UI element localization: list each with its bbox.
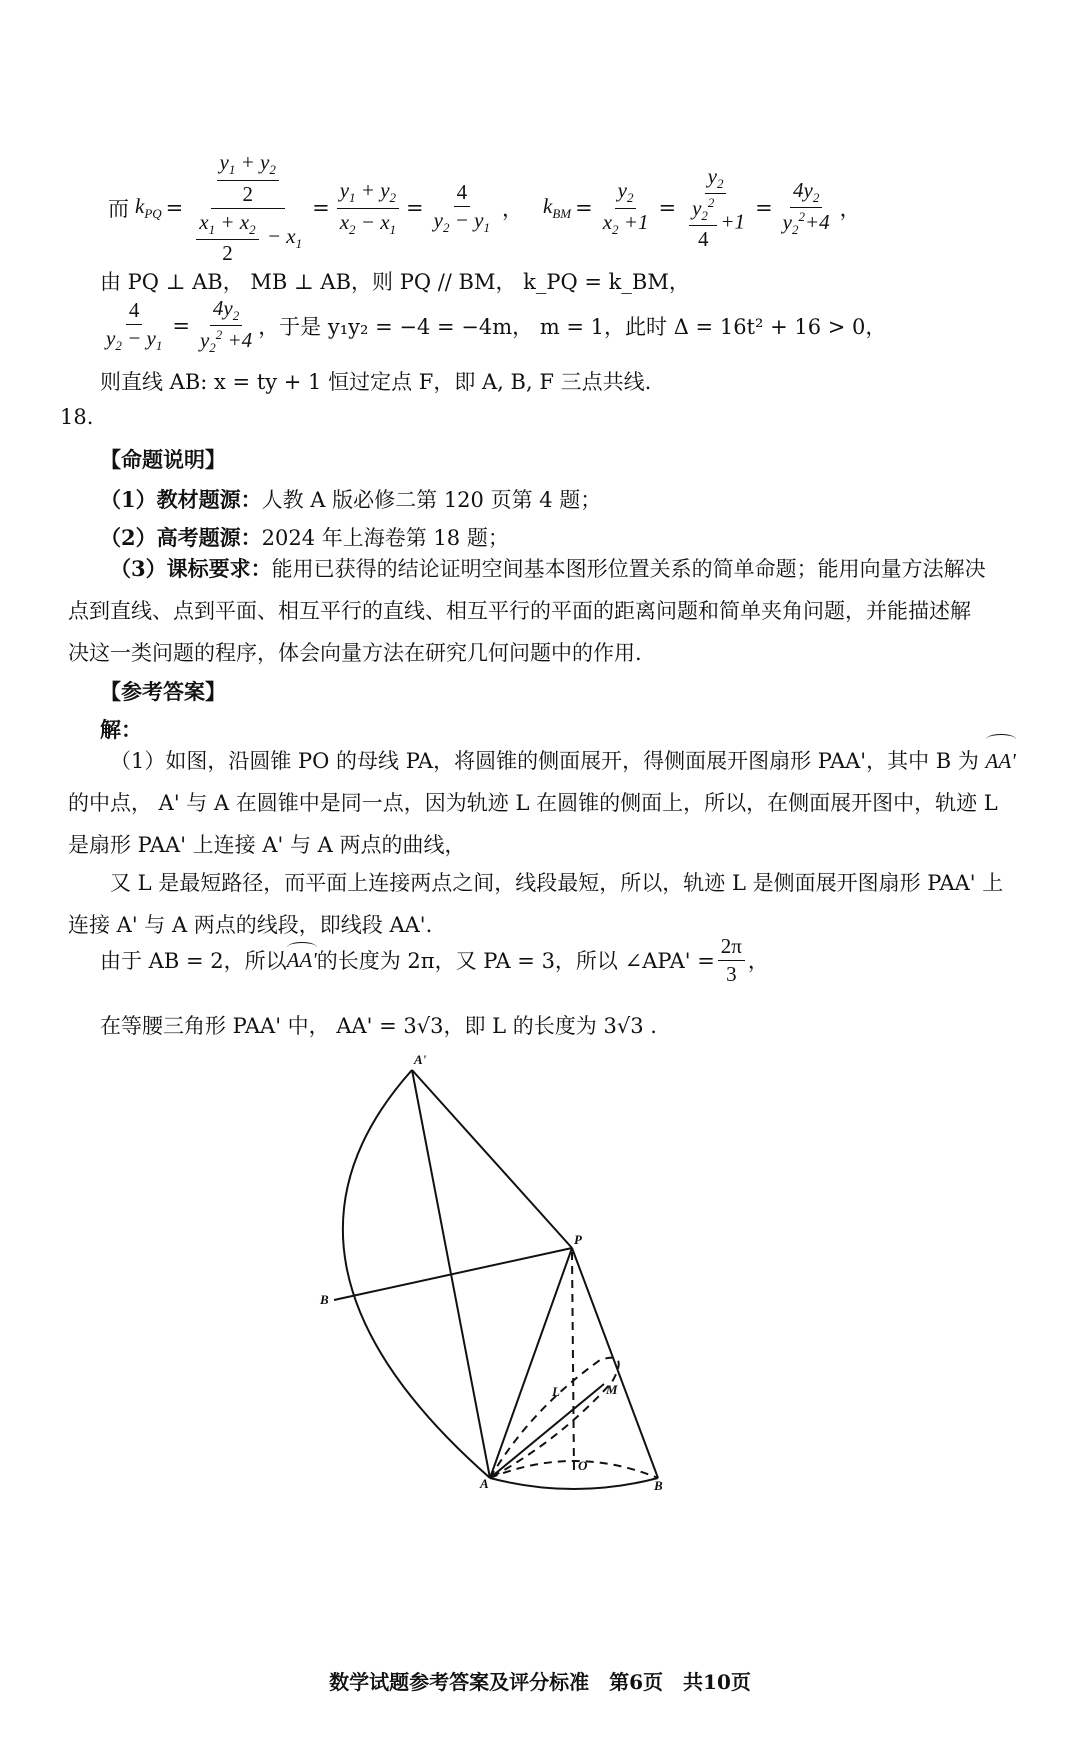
label-A-prime: A' [414, 1052, 427, 1067]
segment-PB [334, 1248, 572, 1300]
note-2: （2）高考题源：2024 年上海卷第 18 题； [100, 525, 509, 550]
solution-label: 解： [100, 717, 142, 742]
segment-PA-prime [412, 1070, 572, 1248]
height-PO [572, 1252, 574, 1472]
eq1-prefix: 而 [108, 197, 129, 221]
segment-PB-cone [572, 1248, 658, 1478]
answer-header: 【参考答案】 [100, 679, 226, 704]
label-L: L [552, 1384, 560, 1399]
note-1: （1）教材题源：人教 A 版必修二第 120 页第 4 题； [100, 487, 602, 512]
cone-base-front [490, 1478, 658, 1489]
kbm-symbol: $k_{BM}$ [542, 193, 572, 222]
solution-paragraph-1: （1）如图，沿圆锥 PO 的母线 PA，将圆锥的侧面展开，得侧面展开图扇形 PAA'，其中 B 为 AA' 的中点， A' 与 A 在圆锥中是同一点，因为轨迹 L 在圆锥的侧面上，所以，在侧面展开图中，轨迹 L 是扇形 PAA' 上连接 A' 与 A 两点的曲线， [68, 740, 1016, 866]
equation-line-2: 由 PQ ⊥ AB， MB ⊥ AB，则 PQ // BM， k_PQ = k_BM， [100, 270, 690, 294]
label-B-right: B [654, 1478, 663, 1493]
solution-paragraph-3: 由于 AB = 2，所以 AA' 的长度为 2π，又 PA = 3，所以 ∠APA' = $\frac{2\pi}{3}$ ， [100, 933, 769, 986]
label-B-left: B [320, 1292, 329, 1307]
note-header: 【命题说明】 [100, 447, 226, 472]
eq3-text: ，于是 y₁y₂ = −4 = −4m， m = 1，此时 Δ = 16t² + 16 > 0， [258, 315, 887, 339]
equation-line-3: $\frac{4}{y_2 - y_1}$ = $\frac{4y_2}{y_2^2 +4}$ ，于是 y₁y₂ = −4 = −4m， m = 1，此时 Δ = 16t² + 16 > 0， [106, 295, 887, 356]
label-A: A [480, 1476, 489, 1491]
label-M: M [606, 1382, 618, 1397]
label-O: O [578, 1458, 588, 1473]
equation-line-4: 则直线 AB: x = ty + 1 恒过定点 F，即 A, B, F 三点共线. [100, 370, 652, 394]
question-number: 18. [60, 405, 94, 429]
solution-paragraph-2: 又 L 是最短路径，而平面上连接两点之间，线段最短，所以，轨迹 L 是侧面展开图扇形 PAA' 上 连接 A' 与 A 两点的线段，即线段 AA'. [68, 871, 1004, 937]
note-3: （3）课标要求：能用已获得的结论证明空间基本图形位置关系的简单命题；能用向量方法解决 点到直线、点到平面、相互平行的直线、相互平行的平面的距离问题和简单夹角问题，并能描述解 决这一类问题的程序，体会向量方法在研究几何问题中的作用. [68, 556, 986, 665]
solution-paragraph-4: 在等腰三角形 PAA' 中， AA' = 3√3，即 L 的长度为 3√3 . [100, 1014, 657, 1038]
equation-line-1: 而 $k_{PQ}$ = $\frac{y_1 + y_2}{2}$ $\frac{x_1 + x_2}{2}$ − $x_1$ = $\frac{y_1 + y_2}{x_2 - x_1}$ = $\frac{4}{y_2 - y_1}$ ， $k_{BM}$ = $\frac{y_2}{x_2 +1}$ = $y_2$ $\frac{y_2^2}{4}$ +1 = $\frac{4y_2}{y_2^2+4}$ ， [108, 150, 861, 265]
label-P: P [574, 1232, 582, 1247]
page-footer: 数学试题参考答案及评分标准 第6页 共10页 [329, 1670, 751, 1694]
midpoint-slope-fraction: $\frac{y_1 + y_2}{2}$ $\frac{x_1 + x_2}{2}$ − $x_1$ [190, 150, 305, 265]
trajectory-L [490, 1358, 619, 1478]
kpq-symbol: $k_{PQ}$ [135, 193, 162, 222]
